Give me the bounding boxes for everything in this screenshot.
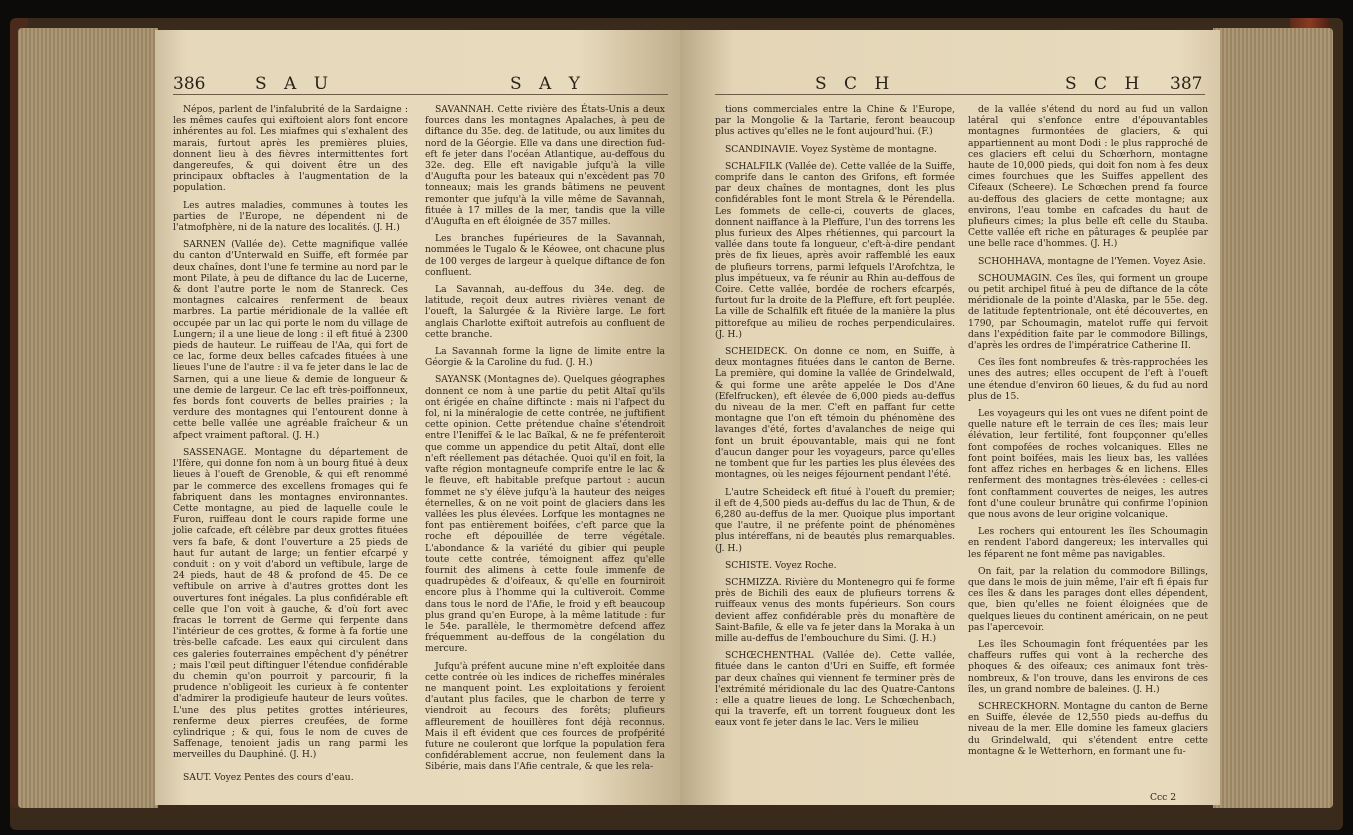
page-number: 387 [1170, 74, 1203, 94]
running-head-right: S C H [1065, 74, 1146, 94]
paragraph: SCHMIZZA. Rivière du Montenegro qui fe forme près de Bichili des eaux de plufieurs torrens & ruiffeaux venus des monts fupérieurs. Son cours devient affez confidérable près du monaftère de Saint-Bafile, & elle va fe jeter dans la Moraka à un mille au-deffus de l'embouchure du Simi. (J. H.) [715, 576, 955, 644]
running-head-right: S A Y [510, 74, 586, 94]
header-rule [715, 94, 1205, 95]
paragraph: SCHRECKHORN. Montagne du canton de Berne en Suiffe, élevée de 12,550 pieds au-deffus du niveau de la mer. Elle domine les fameux glaciers du Grindelwald, qui s'étendent entre cette montagne & le Wetterhorn, en formant une fu- [968, 700, 1208, 757]
left-column-1 [173, 104, 408, 761]
paragraph: SAYANSK (Montagnes de). Quelques géographes donnent ce nom à une partie du petit Altaï qu'ils ont érigée en chaîne diftincte : mais ni l'afpect du fol, ni la minéralogie de cette contrée, ne juftifient cette opinion. Cette prétendue chaîne s'étendroit entre l'Ieniffeï & le lac Baïkal, & ne fe préfenteroit que comme un appendice du petit Altaï, dont elle n'eft réellement pas détachée. Quoi qu'il en foit, la vafte région montagneufe comprife entre le lac & le fleuve, eft habitable prefque partout : aucun fommet ne s'y élève jufqu'à la hauteur des neiges éternelles, & on ne voit point de glaciers dans les vallées les plus élevées. Lorfque les montagnes ne font pas entièrement boifées, c'eft parce que la roche eft dépouillée de terre végétale. L'abondance & la variété du gibier qui peuple toute cette contrée, témoignent affez qu'elle fournit des alimens à cette foule immenfe de quadrupèdes & d'oifeaux, & qu'elle en fourniroit encore plus à l'homme qui la cultiveroit. Comme dans tous le nord de l'Afie, le froid y eft beaucoup plus grand qu'en Europe, à la même latitude : fur le 54e. parallèle, le thermomètre defcend affez fréquemment au-deffous de la congélation du mercure. [425, 374, 665, 655]
paragraph: La Savannah forme la ligne de limite entre la Géorgie & la Caroline du fud. (J. H.) [425, 346, 665, 369]
paragraph: SCHALFILK (Vallée de). Cette vallée de la Suiffe, comprife dans le canton des Grifons, eft formée par deux chaînes de montagnes, dont les plus confidérables font le mont Strela & le Pérendella. Les fommets de celle-ci, couverts de glaces, donnent naiffance à la Pleffure, l'un des torrens les plus furieux des Alpes rhétiennes, qui parcourt la vallée dans toute fa longueur, c'eft-à-dire pendant près de fix lieues, après avoir raffemblé les eaux de plufieurs torrens, parmi lefquels l'Arofchtza, le plus impétueux, va fe réunir au Rhin au-deffous de Coire. Cette vallée, bordée de rochers efcarpés, furtout fur la droite de la Pleffure, eft fort peuplée. La ville de Schalfilk eft fituée de la manière la plus pittorefque au milieu de roches perpendiculaires. (J. H.) [715, 160, 955, 340]
paragraph: Les autres maladies, communes à toutes les parties de l'Europe, ne dépendent ni de l'atmofphère, ni de la nature des localités. (J. H.) [173, 199, 408, 234]
paragraph: de la vallée s'étend du nord au fud un vallon latéral qui s'enfonce entre d'épouvantables montagnes furmontées de glaciers, & qui appartiennent au mont Dodi : le plus rapproché de ces glaciers eft celui du Schœrhorn, montagne haute de 10,000 pieds, qui doit fon nom à fes deux cimes fourchues que les Suiffes appellent des Cifeaux (Scheere). Le Schœchen prend fa fource au-deffous des glaciers de cette montagne; aux environs, l'eau tombe en cafcades du haut de plufieurs cimes; la plus belle eft celle du Stauba. Cette vallée eft riche en pâturages & peuplée par une belle race d'hommes. (J. H.) [968, 104, 1208, 250]
paragraph: Les branches fupérieures de la Savannah, nommées le Tugalo & le Kéowee, ont chacune plus de 100 verges de largeur à quelque diftance de fon confluent. [425, 233, 665, 278]
paragraph: SCANDINAVIE. Voyez Système de montagne. [725, 143, 937, 155]
paragraph: On fait, par la relation du commodore Billings, que dans le mois de juin même, l'air eft fi épais fur ces îles & dans les parages dont elles dépendent, que, bien qu'elles ne foient éloignées que de quelques lieues du continent américain, on ne peut pas l'apercevoir. [968, 565, 1208, 633]
paragraph: SCHOUMAGIN. Ces îles, qui forment un groupe ou petit archipel fitué à peu de diftance de la côte méridionale de la pointe d'Alaska, par le 55e. deg. de latitude feptentrionale, ont été découvertes, en 1790, par Schoumagin, matelot ruffe qui fervoit dans l'expédition faite par le commodore Billings, d'après les ordres de l'impératrice Catherine II. [968, 272, 1208, 352]
paragraph: SCHŒCHENTHAL (Vallée de). Cette vallée, fituée dans le canton d'Uri en Suiffe, eft formée par deux chaînes qui viennent fe terminer près de l'extrémité méridionale du lac des Quatre-Cantons : elle a quatre lieues de long. Le Schœchenbach, qui la traverfe, eft un torrent fougueux dont les eaux vont fe jeter dans le lac. Vers le milieu [715, 650, 955, 729]
paragraph: Les rochers qui entourent les îles Schoumagin en rendent l'abord dangereux; les intervalles qui les féparent ne font même pas navigables. [968, 526, 1208, 560]
paragraph: Népos, parlent de l'infalubrité de la Sardaigne : les mêmes caufes qui exiftoient alors font encore inhérentes au fol. Les miafmes qui s'exhalent des marais, furtout après les premières pluies, donnent lieu à des fièvres intermittentes fort dangereufes, & qui doivent être un des principaux obftacles à l'augmentation de la population. [173, 104, 408, 194]
cross-reference: SAUT. Voyez Pentes des cours d'eau. [183, 772, 354, 783]
paragraph: Les voyageurs qui les ont vues ne difent point de quelle nature eft le terrain de ces îles; mais leur élévation, leur fertilité, font foupçonner qu'elles font compofées de roches volcaniques. Elles ne font point boifées, mais les lieux bas, les vallées font affez riches en herbages & en lichens. Elles renferment des montagnes très-élevées : celles-ci font conftamment couvertes de neiges, les autres font d'une couleur brunâtre qui confirme l'opinion que nous avons de leur origine volcanique. [968, 408, 1208, 520]
paragraph: SCHEIDECK. On donne ce nom, en Suiffe, à deux montagnes fituées dans le canton de Berne. La première, qui domine la vallée de Grindelwald, & qui forme une arête appelée le Dos d'Ane (Efelfrucken), eft élevée de 6,000 pieds au-deffus du niveau de la mer. C'eft en paffant fur cette montagne que l'on eft témoin du phénomène des lavanges d'été, fortes d'avalanches de neige qui font un bruit épouvantable, mais qui ne font d'aucun danger pour les voyageurs, parce qu'elles ne tombent que fur les parties les plus élevées des montagnes, où les neiges féjournent pendant l'été. [715, 346, 955, 481]
page-number: 386 [173, 74, 206, 94]
right-page [680, 30, 1220, 805]
signature-mark: Ccc 2 [1150, 792, 1177, 803]
left-column-2 [425, 104, 665, 804]
paragraph: SCHISTE. Voyez Roche. [725, 559, 837, 571]
right-column-1 [715, 104, 955, 804]
paragraph: La Savannah, au-deffous du 34e. deg. de latitude, reçoit deux autres rivières venant de l'oueft, la Salurgée & la Rivière large. Le fort anglais Charlotte exiftoit autrefois au confluent de cette branche. [425, 284, 665, 340]
paragraph: tions commerciales entre la Chine & l'Europe, par la Mongolie & la Tartarie, feront beaucoup plus actives qu'elles ne le font aujourd'hui. (F.) [715, 104, 955, 138]
paragraph: Ces îles font nombreufes & très-rapprochées les unes des autres; elles occupent de l'eft à l'oueft une étendue d'environ 60 lieues, & du fud au nord plus de 15. [968, 357, 1208, 402]
right-column-2 [968, 104, 1208, 794]
paragraph: L'autre Scheideck eft fitué à l'oueft du premier; il eft de 4,500 pieds au-deffus du lac de Thun, & de 6,280 au-deffus de la mer. Quoique plus important que l'autre, il ne préfente point de phénomènes plus intéreffans, ni de beautés plus remarquables. (J. H.) [715, 486, 955, 554]
paragraph: SARNEN (Vallée de). Cette magnifique vallée du canton d'Unterwald en Suiffe, eft formée par deux chaînes, dont l'une fe termine au nord par le mont Pilate, à peu de diftance du lac de Lucerne, & dont l'autre porte le nom de Stanreck. Ces montagnes calcaires renferment de beaux marbres. La partie méridionale de la vallée eft occupée par un lac qui porte le nom du village de Lungern; il a une lieue de long : il eft fitué à 2300 pieds de hauteur. Le ruiffeau de l'Aa, qui fort de ce lac, forme deux belles cafcades fituées à une lieues l'une de l'autre : il va fe jeter dans le lac de Sarnen, qui a une lieue & demie de longueur & une demie de largeur. Ce lac eft très-poiffonneux, fes bords font couverts de belles prairies ; la verdure des montagnes qui l'entourent donne à cette belle vallée une agréable fraîcheur & un afpect vraiment paftoral. (J. H.) [173, 239, 408, 441]
paragraph: Les îles Schoumagin font fréquentées par les chaffeurs ruffes qui vont à la recherche des phoques & des oifeaux; ces animaux font très-nombreux, & l'on trouve, dans les environs de ces îles, un grand nombre de baleines. (J. H.) [968, 638, 1208, 695]
running-head-left: S A U [255, 74, 335, 94]
paragraph: Jufqu'à préfent aucune mine n'eft exploitée dans cette contrée où les indices de richeffes minérales ne manquent point. Les exploitations y feroient d'autant plus faciles, que le charbon de terre y viendroit au fecours des forêts; plufieurs affleurement de houillères font déjà reconnus. Mais il eft évident que ces fources de profpérité future ne couleront que lorfque la population fera confidérablement accrue, non feulement dans la Sibérie, mais dans l'Afie centrale, & que les rela- [425, 660, 665, 773]
paragraph: SAVANNAH. Cette rivière des États-Unis a deux fources dans les montagnes Apalaches, à peu de diftance du 35e. deg. de latitude, ou aux limites du nord de la Géorgie. Elle va dans une direction fud-eft fe jeter dans l'océan Atlantique, au-deffous du 32e. deg. Elle eft navigable jufqu'à la ville d'Augufta pour les bateaux qui n'excèdent pas 70 tonneaux; mais les grands bâtimens ne peuvent remonter que jufqu'à la ville même de Savannah, fituée à 17 milles de la mer, tandis que la ville d'Augufta en eft éloignée de 357 milles. [425, 104, 665, 228]
paragraph: SASSENAGE. Montagne du département de l'Ifère, qui donne fon nom à un bourg fitué à deux lieues à l'oueft de Grenoble, & qui eft renommé par le commerce des excellens fromages qui fe fabriquent dans les montagnes environnantes. Cette montagne, au pied de laquelle coule le Furon, ruiffeau dont le cours rapide forme une jolie cafcade, eft célèbre par deux grottes fituées vers fa bafe, & dont l'ouverture a 25 pieds de haut fur autant de large; un fentier efcarpé y conduit : on y voit d'abord un veftibule, large de 24 pieds, haut de 48 & profond de 45. De ce veftibule on arrive à d'autres grottes dont les ouvertures font inégales. La plus confidérable eft celle que l'on voit à gauche, & d'où fort avec fracas le torrent de Germe qui ferpente dans l'intérieur de ces grottes, & forme à fa fortie une très-belle cafcade. Les eaux qui circulent dans ces galeries fouterraines empêchent d'y pénétrer ; mais l'œil peut diftinguer l'étendue confidérable du chemin qu'on pourroit y parcourir, fi la prudence n'obligeoit les curieux à fe contenter d'admirer la prodigieufe hauteur de leurs voûtes. L'une des plus petites grottes intérieures, renferme deux pierres creufées, de forme cylindrique ; & qui, fous le nom de cuves de Saffenage, tenoient jadis un rang parmi les merveilles du Dauphiné. (J. H.) [173, 446, 408, 761]
left-page-edges [18, 28, 158, 808]
left-page [155, 30, 683, 805]
right-page-edges [1213, 28, 1333, 808]
running-head-left: S C H [815, 74, 896, 94]
paragraph: SCHOHHAVA, montagne de l'Yemen. Voyez Asie. [978, 255, 1206, 267]
header-rule [173, 94, 668, 95]
